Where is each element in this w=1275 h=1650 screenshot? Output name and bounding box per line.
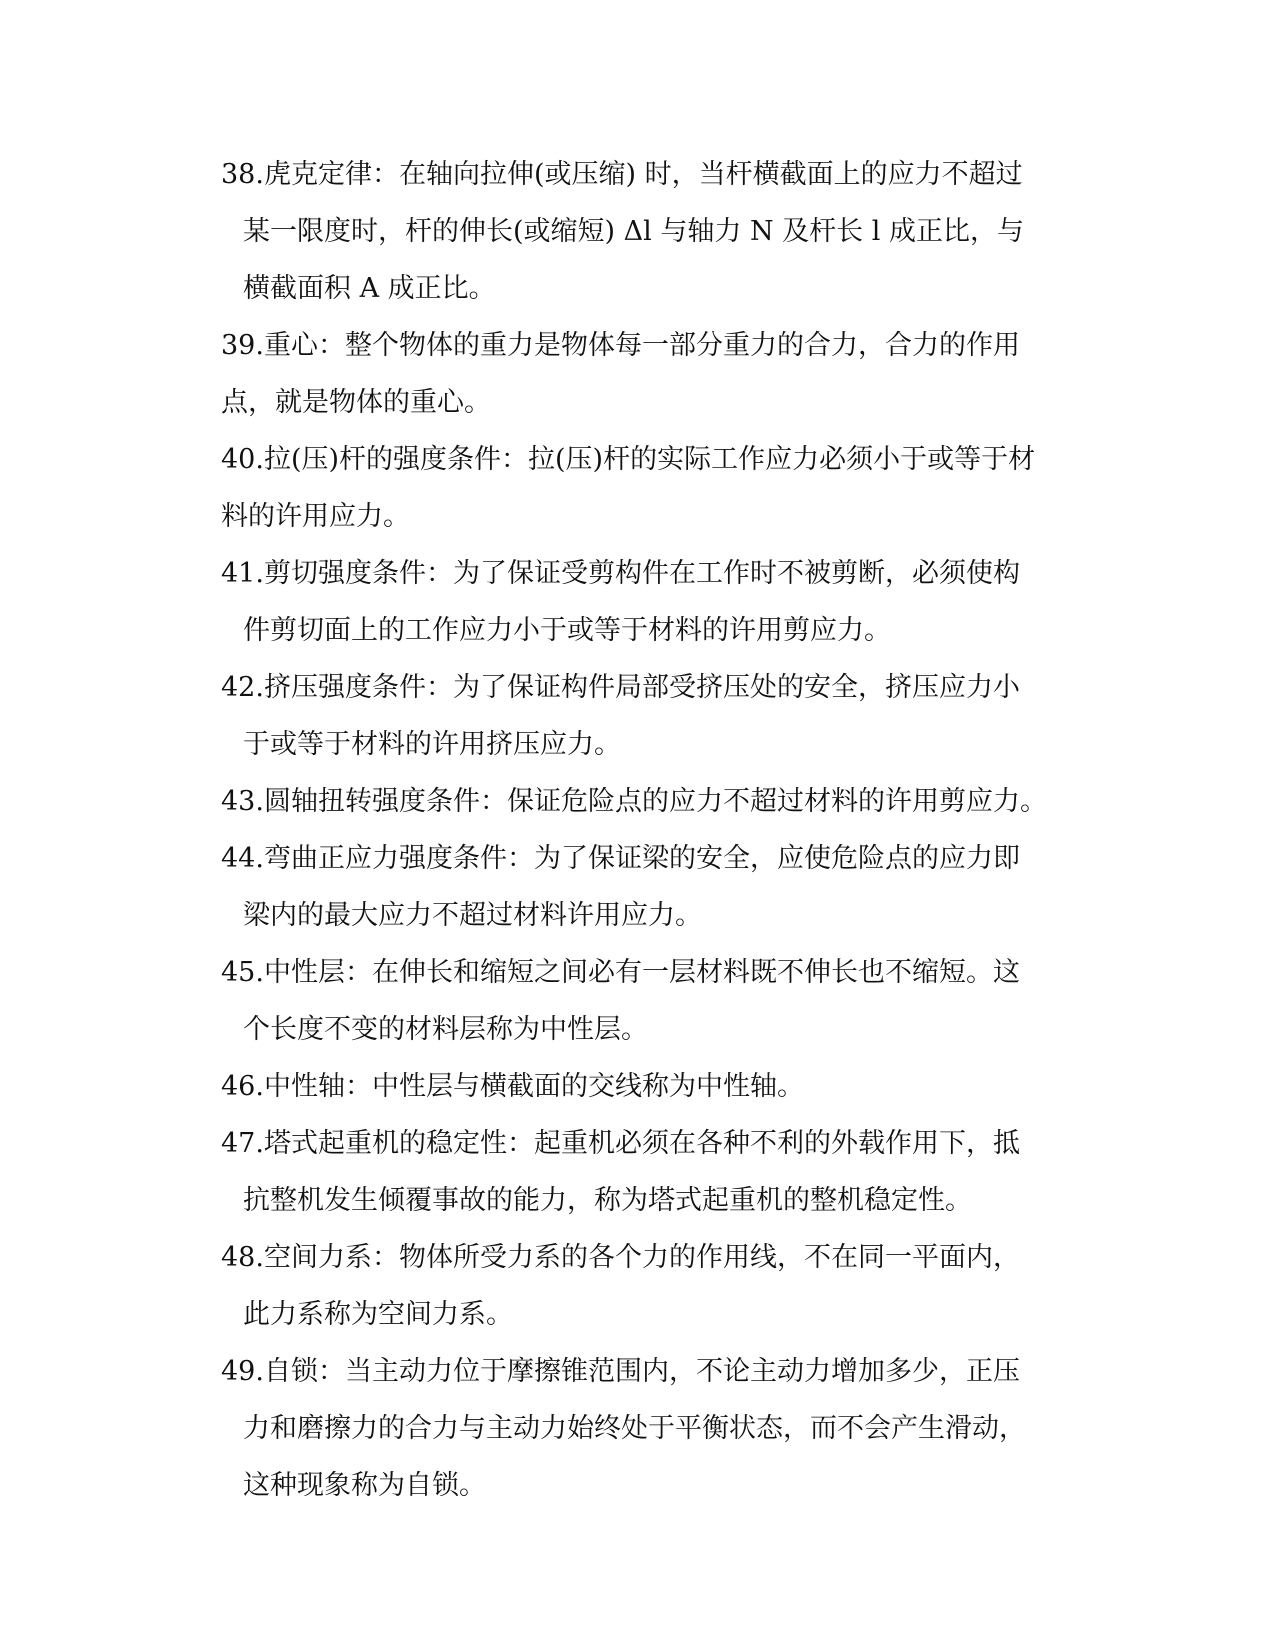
entry-line: 43.圆轴扭转强度条件：保证危险点的应力不超过材料的许用剪应力。 [221,786,1047,817]
entry-line: 48.空间力系：物体所受力系的各个力的作用线，不在同一平面内， [221,1242,1020,1273]
entry-line: 于或等于材料的许用挤压应力。 [243,729,621,760]
entry-45-neutral-layer [221,944,1081,1058]
entry-44-bending-strength [221,830,1081,944]
entry-42-bearing-strength [221,659,1081,773]
entry-line: 38.虎克定律：在轴向拉伸(或压缩) 时，当杆横截面上的应力不超过 [221,159,1023,190]
entry-line: 力和磨擦力的合力与主动力始终处于平衡状态，而不会产生滑动， [243,1413,1026,1444]
entry-40-tension-strength [221,431,1081,545]
entry-line: 横截面积 A 成正比。 [243,273,496,304]
entry-39-center-of-gravity [221,317,1081,431]
entry-line: 此力系称为空间力系。 [243,1299,513,1330]
entry-line: 47.塔式起重机的稳定性：起重机必须在各种不利的外载作用下，抵 [221,1128,1020,1159]
entry-line: 41.剪切强度条件：为了保证受剪构件在工作时不被剪断，必须使构 [221,558,1020,589]
entry-47-tower-crane-stability [221,1115,1081,1229]
entry-line: 39.重心：整个物体的重力是物体每一部分重力的合力，合力的作用 [221,330,1020,361]
entry-line: 个长度不变的材料层称为中性层。 [243,1014,648,1045]
entry-49-self-locking [221,1343,1081,1514]
entry-line: 46.中性轴：中性层与横截面的交线称为中性轴。 [221,1071,804,1102]
entry-38-hookes-law [221,146,1081,317]
entry-line: 某一限度时，杆的伸长(或缩短) Δl 与轴力 N 及杆长 l 成正比，与 [243,216,1024,247]
entry-line: 抗整机发生倾覆事故的能力，称为塔式起重机的整机稳定性。 [243,1185,972,1216]
entry-48-spatial-force-system [221,1229,1081,1343]
entry-line: 42.挤压强度条件：为了保证构件局部受挤压处的安全，挤压应力小 [221,672,1020,703]
entry-line: 料的许用应力。 [221,501,410,532]
entry-46-neutral-axis [221,1058,1081,1115]
entry-43-torsion-strength [221,773,1081,830]
entry-41-shear-strength [221,545,1081,659]
entry-line: 这种现象称为自锁。 [243,1470,486,1501]
entry-line: 44.弯曲正应力强度条件：为了保证梁的安全，应使危险点的应力即 [221,843,1020,874]
entry-line: 点，就是物体的重心。 [221,387,491,418]
entry-line: 45.中性层：在伸长和缩短之间必有一层材料既不伸长也不缩短。这 [221,957,1020,988]
entry-line: 49.自锁：当主动力位于摩擦锥范围内，不论主动力增加多少，正压 [221,1356,1020,1387]
entry-line: 梁内的最大应力不超过材料许用应力。 [243,900,702,931]
document-page [221,146,1081,1514]
entry-line: 件剪切面上的工作应力小于或等于材料的许用剪应力。 [243,615,891,646]
entry-line: 40.拉(压)杆的强度条件：拉(压)杆的实际工作应力必须小于或等于材 [221,444,1036,475]
